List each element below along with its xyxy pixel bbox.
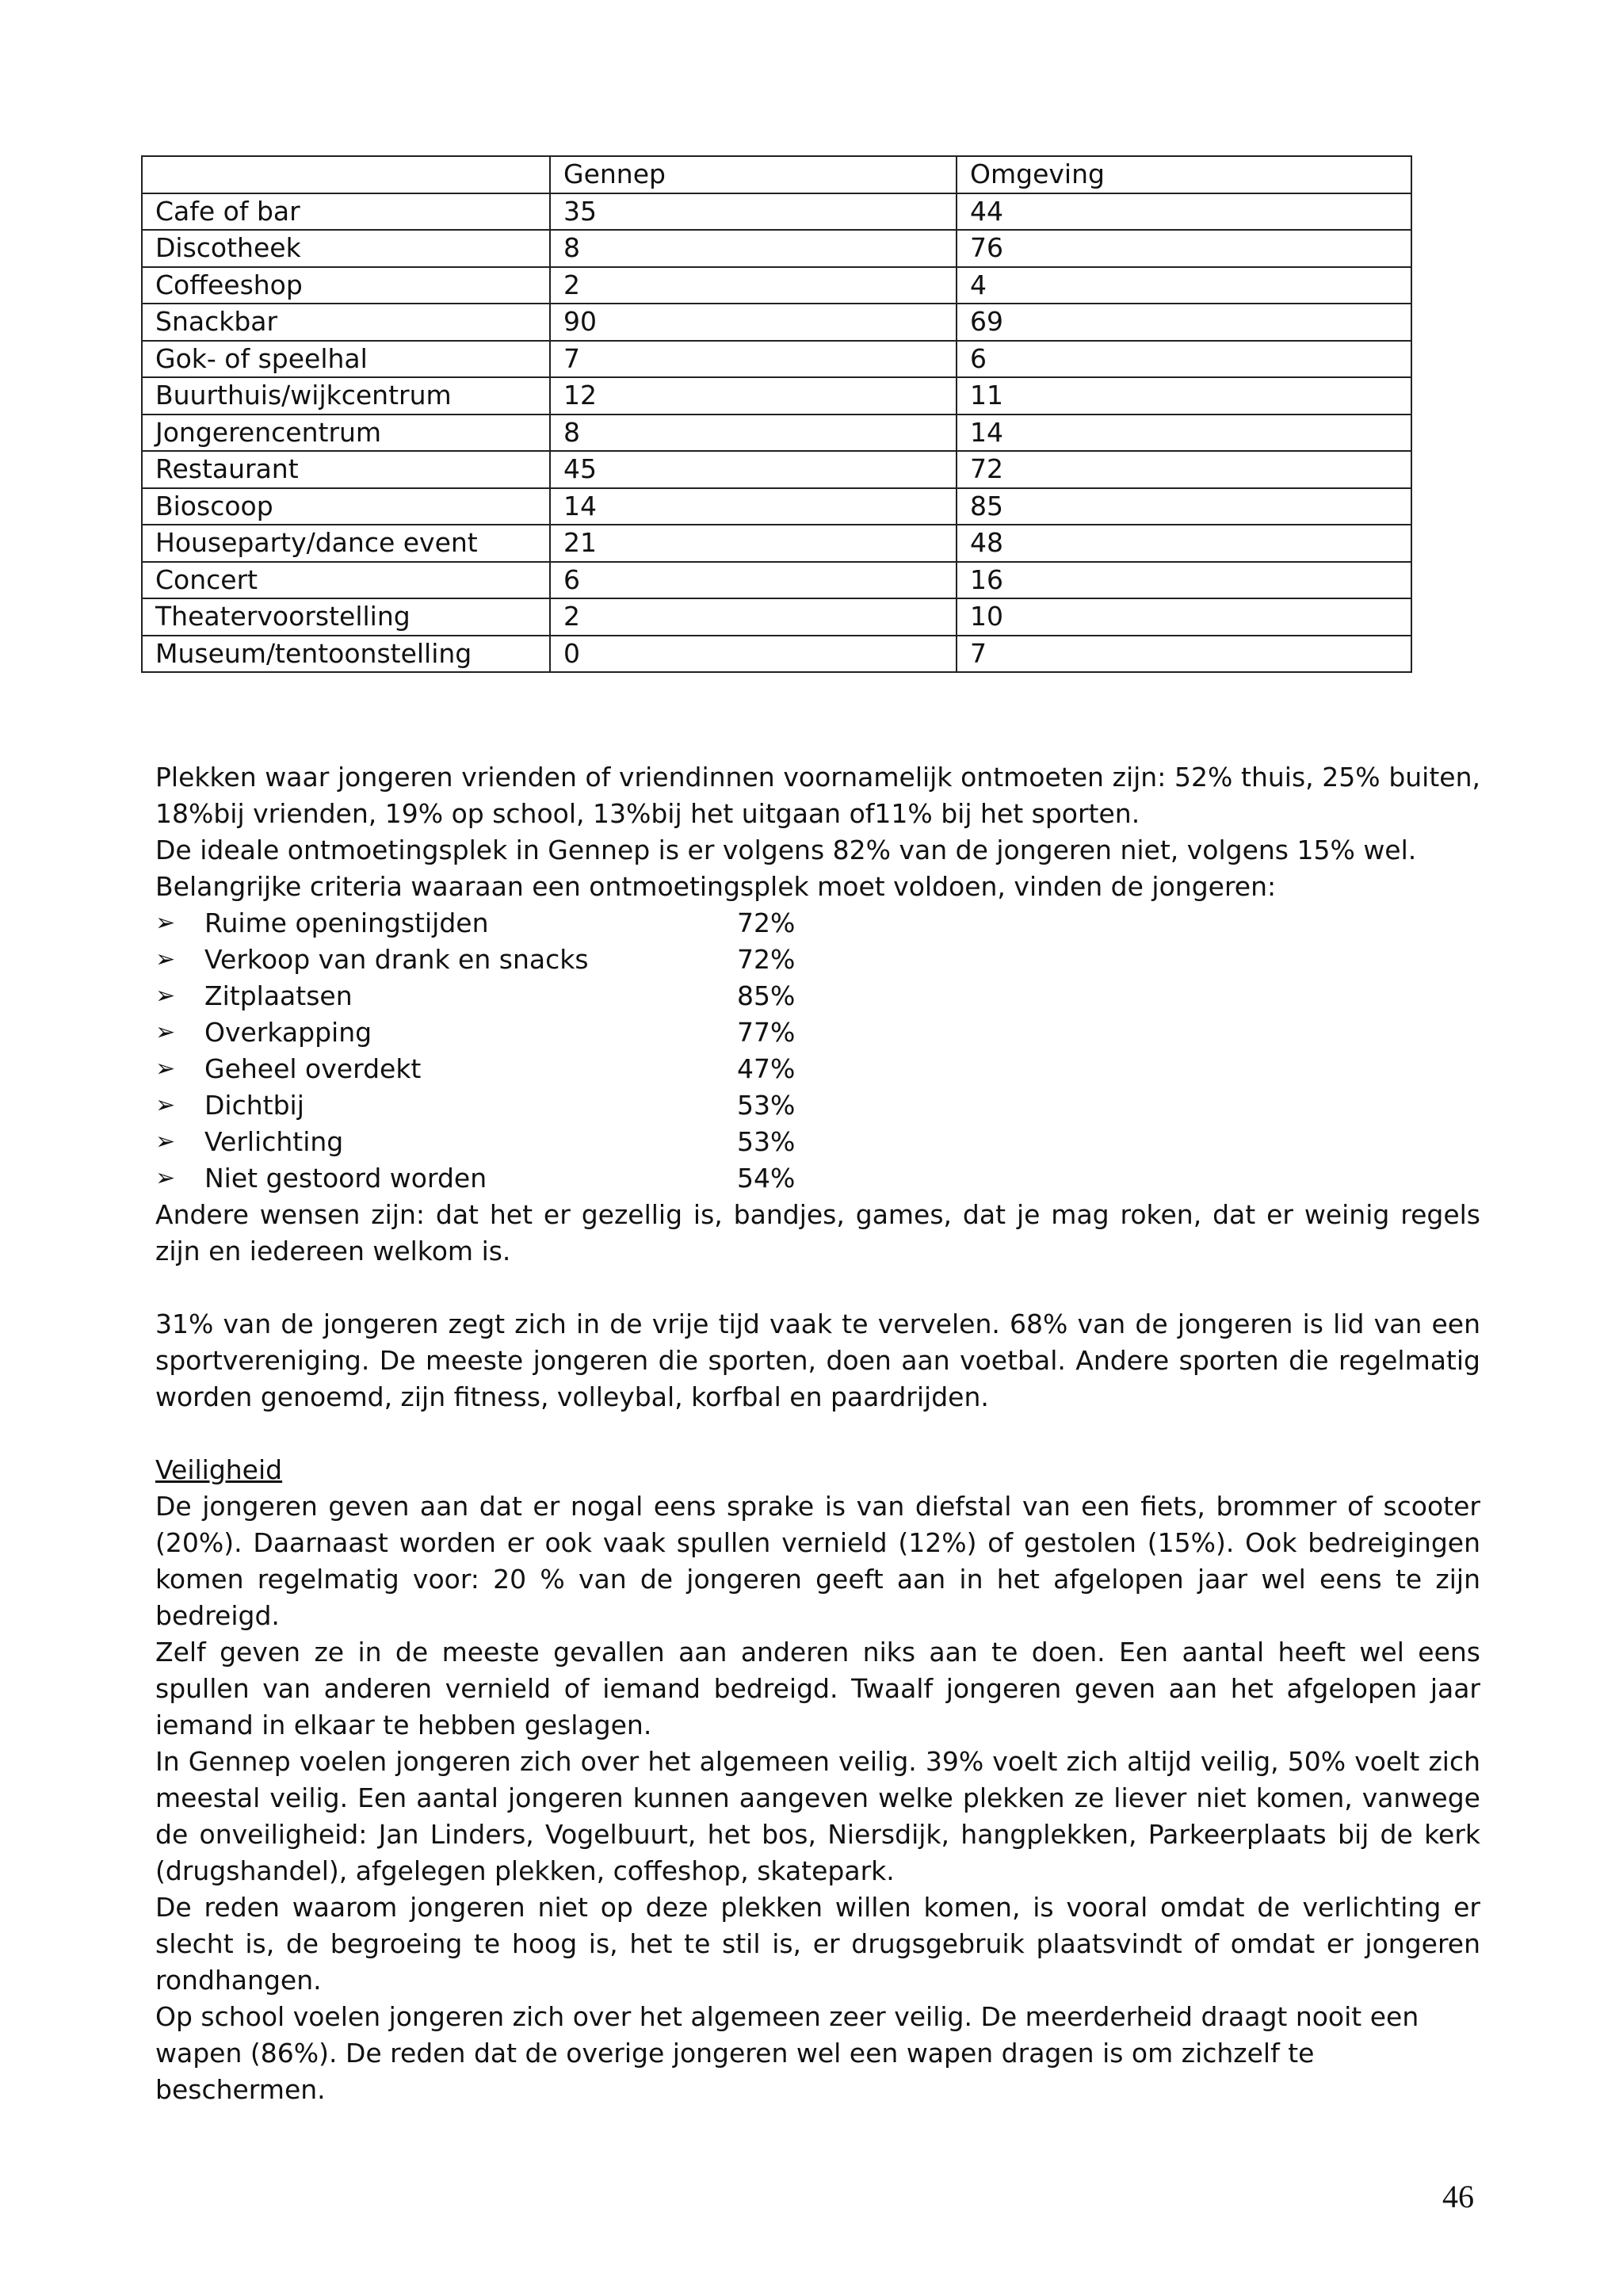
paragraph: Belangrijke criteria waaraan een ontmoetingsplek moet voldoen, vinden de jongeren: bbox=[155, 871, 1277, 902]
arrow-bullet-icon: ➢ bbox=[155, 1055, 176, 1083]
gennep-value-cell: 8 bbox=[550, 230, 957, 267]
criteria-item bbox=[155, 978, 1480, 1014]
header-cell bbox=[142, 156, 550, 193]
table-row bbox=[142, 304, 1411, 341]
header-cell-omgeving: Omgeving bbox=[957, 156, 1411, 193]
section-meeting-places bbox=[155, 759, 1480, 2108]
gennep-value-cell: 45 bbox=[550, 451, 957, 488]
criteria-label: Niet gestoord worden bbox=[204, 1163, 487, 1194]
criteria-list bbox=[155, 905, 1480, 1197]
criteria-item bbox=[155, 1124, 1480, 1160]
criteria-label: Ruime openingstijden bbox=[204, 907, 489, 938]
omgeving-value-cell: 7 bbox=[957, 636, 1411, 673]
table-row bbox=[142, 488, 1411, 525]
gennep-value-cell: 2 bbox=[550, 267, 957, 304]
criteria-item bbox=[155, 1051, 1480, 1087]
paragraph: 31% van de jongeren zegt zich in de vrije tijd vaak te vervelen. 68% van de jongeren is lid van een sportvereniging. De meeste jongeren die sporten, doen aan voetbal. Andere sporten die regelmatig worden genoemd, zijn fitness, volleybal, korfbal en paardrijden. bbox=[155, 1308, 1480, 1412]
criteria-item bbox=[155, 1087, 1480, 1124]
gennep-value-cell: 0 bbox=[550, 636, 957, 673]
arrow-bullet-icon: ➢ bbox=[155, 1018, 176, 1046]
criteria-item bbox=[155, 942, 1480, 978]
criteria-label: Geheel overdekt bbox=[204, 1053, 422, 1084]
row-label-cell: Theatervoorstelling bbox=[142, 598, 550, 636]
criteria-item bbox=[155, 905, 1480, 942]
criteria-value: 72% bbox=[737, 907, 796, 938]
row-label-cell: Gok- of speelhal bbox=[142, 341, 550, 378]
table-row bbox=[142, 562, 1411, 599]
table-row bbox=[142, 377, 1411, 415]
gennep-value-cell: 35 bbox=[550, 193, 957, 231]
arrow-bullet-icon: ➢ bbox=[155, 946, 176, 973]
paragraph: In Gennep voelen jongeren zich over het algemeen veilig. 39% voelt zich altijd veilig, 50% voelt zich meestal veilig. Een aantal jongeren kunnen aangeven welke plekken ze liever niet komen, vanwege de onveiligheid: Jan Linders, Vogelbuurt, het bos, Niersdijk, hangplekken, Parkeerplaats bij de kerk (drugshandel), afgelegen plekken, coffeshop, skatepark. bbox=[155, 1746, 1480, 1886]
gennep-value-cell: 2 bbox=[550, 598, 957, 636]
table-row bbox=[142, 230, 1411, 267]
row-label-cell: Concert bbox=[142, 562, 550, 599]
omgeving-value-cell: 48 bbox=[957, 525, 1411, 562]
omgeving-value-cell: 4 bbox=[957, 267, 1411, 304]
arrow-bullet-icon: ➢ bbox=[155, 909, 176, 937]
paragraph: De reden waarom jongeren niet op deze plekken willen komen, is vooral omdat de verlichting er slecht is, de begroeing te hoog is, het te stil is, er drugsgebruik plaatsvindt of omdat er jongeren rondhangen. bbox=[155, 1892, 1480, 1996]
omgeving-value-cell: 72 bbox=[957, 451, 1411, 488]
gennep-value-cell: 12 bbox=[550, 377, 957, 415]
header-cell-gennep: Gennep bbox=[550, 156, 957, 193]
omgeving-value-cell: 85 bbox=[957, 488, 1411, 525]
omgeving-value-cell: 16 bbox=[957, 562, 1411, 599]
criteria-value: 53% bbox=[737, 1126, 796, 1157]
table-row bbox=[142, 415, 1411, 452]
omgeving-value-cell: 76 bbox=[957, 230, 1411, 267]
row-label-cell: Jongerencentrum bbox=[142, 415, 550, 452]
gennep-value-cell: 90 bbox=[550, 304, 957, 341]
page-number: 46 bbox=[1442, 2179, 1474, 2214]
row-label-cell: Buurthuis/wijkcentrum bbox=[142, 377, 550, 415]
criteria-value: 85% bbox=[737, 980, 796, 1011]
omgeving-value-cell: 14 bbox=[957, 415, 1411, 452]
paragraph: Op school voelen jongeren zich over het algemeen zeer veilig. De meerderheid draagt nooit een wapen (86%). De reden dat de overige jongeren wel een wapen dragen is om zichzelf te beschermen. bbox=[155, 2001, 1419, 2105]
criteria-value: 77% bbox=[737, 1017, 796, 1048]
table-row bbox=[142, 341, 1411, 378]
criteria-label: Verkoop van drank en snacks bbox=[204, 944, 589, 975]
paragraph: Zelf geven ze in de meeste gevallen aan anderen niks aan te doen. Een aantal heeft wel eens spullen van anderen vernield of iemand bedreigd. Twaalf jongeren geven aan het afgelopen jaar iemand in elkaar te hebben geslagen. bbox=[155, 1637, 1480, 1740]
omgeving-value-cell: 10 bbox=[957, 598, 1411, 636]
row-label-cell: Cafe of bar bbox=[142, 193, 550, 231]
omgeving-value-cell: 69 bbox=[957, 304, 1411, 341]
paragraph: De jongeren geven aan dat er nogal eens sprake is van diefstal van een fiets, brommer of scooter (20%). Daarnaast worden er ook vaak spullen vernield (12%) of gestolen (15%). Ook bedreigingen komen regelmatig voor: 20 % van de jongeren geeft aan in het afgelopen jaar wel eens te zijn bedreigd. bbox=[155, 1491, 1480, 1631]
criteria-label: Dichtbij bbox=[204, 1090, 304, 1121]
omgeving-value-cell: 44 bbox=[957, 193, 1411, 231]
row-label-cell: Museum/tentoonstelling bbox=[142, 636, 550, 673]
criteria-value: 47% bbox=[737, 1053, 796, 1084]
table-row bbox=[142, 267, 1411, 304]
table-row bbox=[142, 598, 1411, 636]
criteria-label: Verlichting bbox=[204, 1126, 344, 1157]
omgeving-value-cell: 11 bbox=[957, 377, 1411, 415]
criteria-value: 54% bbox=[737, 1163, 796, 1194]
table-row bbox=[142, 525, 1411, 562]
table-row bbox=[142, 451, 1411, 488]
gennep-value-cell: 14 bbox=[550, 488, 957, 525]
paragraph: De ideale ontmoetingsplek in Gennep is er volgens 82% van de jongeren niet, volgens 15% wel. bbox=[155, 835, 1417, 865]
arrow-bullet-icon: ➢ bbox=[155, 1164, 176, 1192]
criteria-value: 53% bbox=[737, 1090, 796, 1121]
row-label-cell: Discotheek bbox=[142, 230, 550, 267]
row-label-cell: Bioscoop bbox=[142, 488, 550, 525]
table-row bbox=[142, 636, 1411, 673]
row-label-cell: Snackbar bbox=[142, 304, 550, 341]
arrow-bullet-icon: ➢ bbox=[155, 1091, 176, 1119]
arrow-bullet-icon: ➢ bbox=[155, 1128, 176, 1156]
table-header-row bbox=[142, 156, 1411, 193]
row-label-cell: Houseparty/dance event bbox=[142, 525, 550, 562]
criteria-item bbox=[155, 1014, 1480, 1051]
arrow-bullet-icon: ➢ bbox=[155, 982, 176, 1010]
criteria-item bbox=[155, 1160, 1480, 1197]
paragraph: Plekken waar jongeren vrienden of vriendinnen voornamelijk ontmoeten zijn: 52% thuis, 25% buiten, 18%bij vrienden, 19% op school, 13%bij het uitgaan of11% bij het sporten. bbox=[155, 762, 1480, 829]
criteria-value: 72% bbox=[737, 944, 796, 975]
gennep-value-cell: 8 bbox=[550, 415, 957, 452]
gennep-value-cell: 7 bbox=[550, 341, 957, 378]
criteria-label: Overkapping bbox=[204, 1017, 372, 1048]
gennep-value-cell: 6 bbox=[550, 562, 957, 599]
gennep-value-cell: 21 bbox=[550, 525, 957, 562]
venue-table bbox=[141, 155, 1412, 673]
row-label-cell: Restaurant bbox=[142, 451, 550, 488]
table-row bbox=[142, 193, 1411, 231]
omgeving-value-cell: 6 bbox=[957, 341, 1411, 378]
paragraph: Andere wensen zijn: dat het er gezellig is, bandjes, games, dat je mag roken, dat er weinig regels zijn en iedereen welkom is. bbox=[155, 1199, 1480, 1266]
criteria-label: Zitplaatsen bbox=[204, 980, 353, 1011]
row-label-cell: Coffeeshop bbox=[142, 267, 550, 304]
section-heading-veiligheid: Veiligheid bbox=[155, 1454, 283, 1485]
